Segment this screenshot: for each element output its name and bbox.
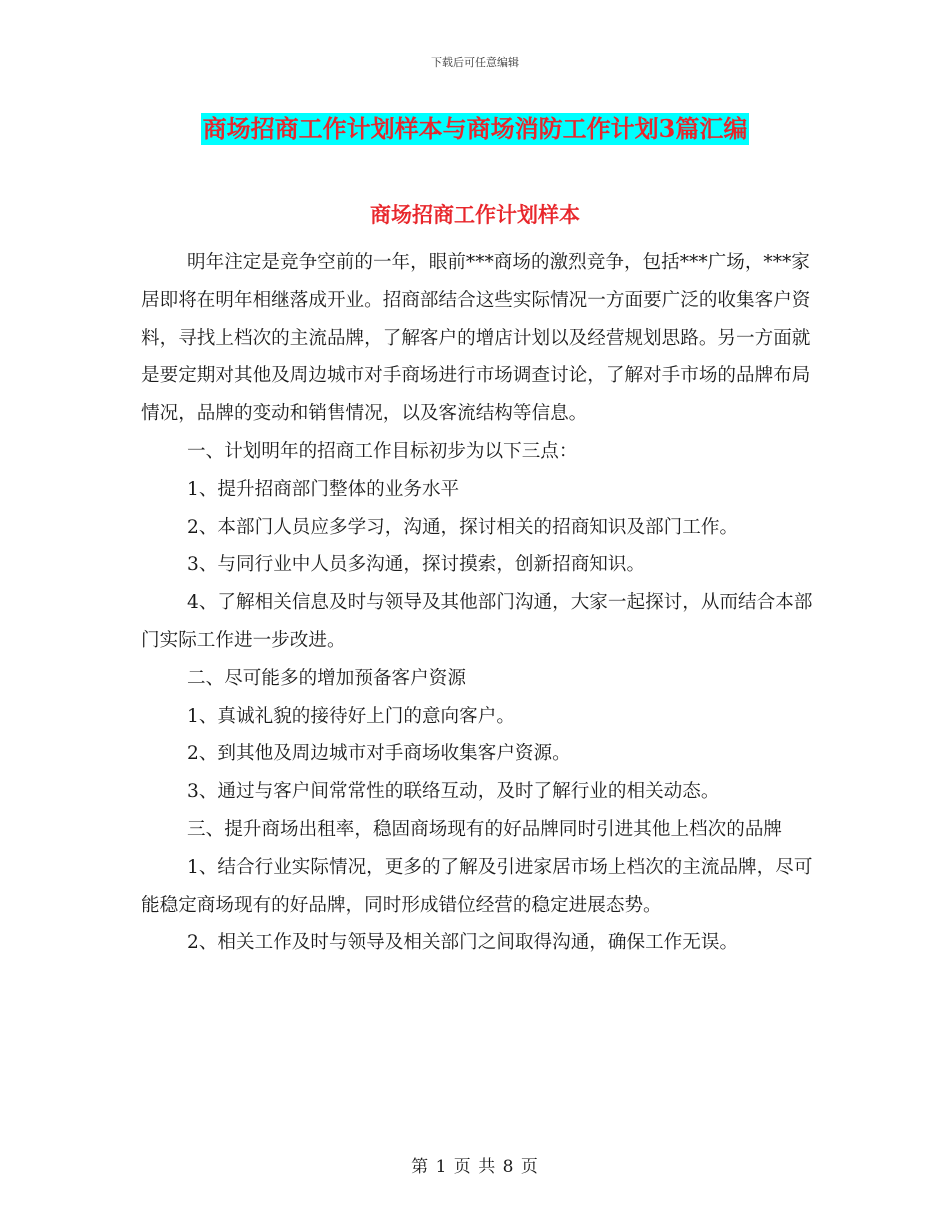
paragraph: 2、相关工作及时与领导及相关部门之间取得沟通，确保工作无误。 bbox=[187, 932, 739, 954]
paragraph: 二、尽可能多的增加预备客户资源 bbox=[187, 667, 466, 689]
paragraph: 1、真诚礼貌的接待好上门的意向客户。 bbox=[187, 705, 515, 727]
paragraph: 明年注定是竞争空前的一年，眼前***商场的激烈竞争，包括***广场，***家居即将在明年相继落成开业。招商部结合这些实际情况一方面要广泛的收集客户资料，寻找上档次的主流品牌，了解客户的增店计划以及经营规划思路。另一方面就是要定期对其他及周边城市对手商场进行市场调查讨论，了解对手市场的品牌布局情况，品牌的变动和销售情况，以及客流结构等信息。 bbox=[141, 252, 811, 425]
paragraph: 3、与同行业中人员多沟通，探讨摸索，创新招商知识。 bbox=[187, 554, 646, 576]
page-number: 第 1 页 共 8 页 bbox=[411, 1157, 539, 1177]
paragraph: 3、通过与客户间常常性的联络互动，及时了解行业的相关动态。 bbox=[187, 781, 720, 803]
paragraph: 一、计划明年的招商工作目标初步为以下三点： bbox=[187, 440, 578, 462]
paragraph: 三、提升商场出租率，稳固商场现有的好品牌同时引进其他上档次的品牌 bbox=[187, 818, 783, 840]
paragraph: 1、结合行业实际情况，更多的了解及引进家居市场上档次的主流品牌，尽可能稳定商场现有的好品牌，同时形成错位经营的稳定进展态势。 bbox=[141, 856, 813, 916]
document-body bbox=[141, 244, 826, 962]
section-title: 商场招商工作计划样本 bbox=[370, 202, 580, 227]
document-title-text: 商场招商工作计划样本与商场消防工作计划3篇汇编 bbox=[202, 114, 748, 143]
paragraph: 4、了解相关信息及时与领导及其他部门沟通，大家一起探讨，从而结合本部门实际工作进一步改进。 bbox=[141, 592, 813, 651]
document-title bbox=[0, 113, 950, 145]
paragraph: 2、到其他及周边城市对手商场收集客户资源。 bbox=[187, 743, 571, 765]
paragraph: 1、提升招商部门整体的业务水平 bbox=[187, 478, 460, 500]
page-header-note: 下载后可任意编辑 bbox=[431, 56, 519, 69]
paragraph: 2、本部门人员应多学习，沟通，探讨相关的招商知识及部门工作。 bbox=[187, 516, 739, 538]
